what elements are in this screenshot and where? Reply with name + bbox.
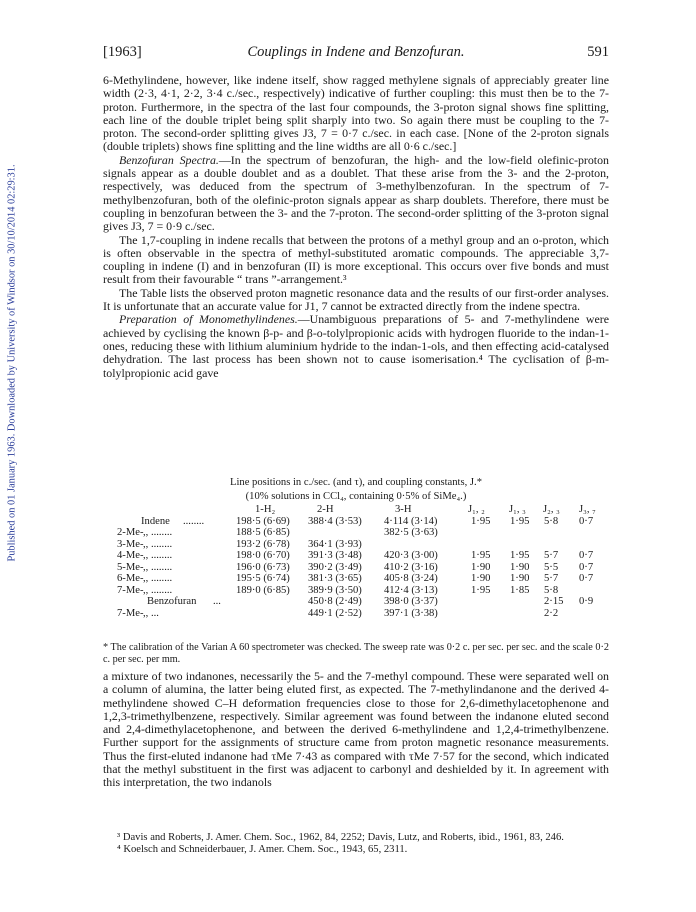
col-header-1h: 1-H₂ (255, 504, 276, 515)
cell-j13: 1·95 (510, 550, 530, 561)
cell-j23: 5·7 (544, 573, 559, 584)
cell-j13: 1·90 (510, 561, 530, 573)
section-heading-preparation: Preparation of Monomethylindenes. (119, 312, 298, 327)
row-leader-dots: ,, ........ (143, 527, 173, 538)
row-compound-name: 3-Me- (117, 538, 144, 550)
cell-j12: 1·90 (471, 561, 491, 573)
cell-j12: 1·90 (471, 573, 491, 584)
cell-h1: 196·0 (6·73) (236, 561, 290, 573)
row-leader-dots: ... (213, 596, 221, 607)
cell-h1: 193·2 (6·78) (236, 538, 290, 550)
header-title: Couplings in Indene and Benzofuran. (247, 44, 465, 60)
nmr-data-table (103, 476, 609, 619)
cell-j37: 0·7 (579, 515, 594, 527)
table-row (103, 516, 609, 528)
cell-h3: 4·114 (3·14) (384, 515, 438, 527)
paragraph-coupling: The 1,7-coupling in indene recalls that between the protons of a methyl group and an o-proton, which is often observable in the spectra of methyl-substituted aromatic compounds. The appreciable 3,7-coupling in indene (I) and in benzofuran (II) is more exceptional. This occurs over five bonds and must result from their favourable “ trans ”-arrangement.³ (103, 232, 609, 287)
row-compound-name: 5-Me- (117, 561, 144, 573)
row-compound-name: 4-Me- (117, 550, 144, 561)
row-compound-name: 7-Me- (117, 584, 144, 596)
table-row (103, 539, 609, 551)
cell-j12: 1·95 (471, 550, 491, 561)
cell-j13: 1·90 (510, 573, 530, 584)
body-text-top (103, 74, 609, 380)
table-row (103, 573, 609, 585)
cell-h3: 410·2 (3·16) (384, 561, 438, 573)
cell-h1: 198·0 (6·70) (236, 550, 290, 561)
table-row (103, 562, 609, 574)
row-leader-dots: ,, ........ (143, 561, 173, 573)
cell-h2: 390·2 (3·49) (308, 561, 362, 573)
table-subcaption: (10% solutions in CCl₄, containing 0·5% of SiMe₄.) (245, 491, 467, 502)
paragraph-preparation (103, 313, 609, 379)
page-number: 591 (587, 44, 609, 60)
cell-h1: 189·0 (6·85) (236, 584, 290, 596)
cell-h2: 449·1 (2·52) (308, 607, 362, 619)
table-row (103, 550, 609, 562)
row-leader-dots: ,, ........ (143, 584, 173, 596)
row-leader-dots: ,, ........ (143, 538, 173, 550)
table-caption: Line positions in c./sec. (and τ), and coupling constants, J.* (230, 477, 482, 488)
cell-h1: 195·5 (6·74) (236, 573, 290, 584)
table-body (103, 516, 609, 620)
table-row (103, 527, 609, 539)
row-compound-name: 7-Me- (117, 607, 144, 619)
cell-h1: 198·5 (6·69) (236, 515, 290, 527)
cell-h2: 450·8 (2·49) (308, 596, 362, 607)
table-row (103, 596, 609, 608)
cell-h2: 364·1 (3·93) (308, 538, 362, 550)
cell-j12: 1·95 (471, 515, 491, 527)
cell-h2: 381·3 (3·65) (308, 573, 362, 584)
row-compound-name: Indene (141, 515, 170, 527)
cell-h2: 389·9 (3·50) (308, 584, 362, 596)
watermark-text: Published on 01 January 1963. Downloaded by University of Windsor on 30/10/2014 02:29:31. (6, 164, 18, 562)
paragraph-indanones: a mixture of two indanones, necessarily the 5- and the 7-methyl compound. These were separated well on a column of alumina, the latter being eluted first, as expected. The 7-methylindanone and the derived 4-methylindene showed C–H deformation frequencies close to those for 2,6-dimethylacetophenone and 1,2,3-trimethylbenzene, respectively. Similar agreement was found between the indanone eluted second and 2,4-dimethylacetophenone, and between the derived 6-methylindene and 1,2,4-trimethylbenzene. Further support for the assignments of structure came from proton magnetic resonance measurements. Thus the first-eluted indanone had τMe 7·43 as compared with τMe 7·57 for the second, which indicated that the methyl substituent in the first was adjacent to carbonyl and deshielded by it. In agreement with this interpretation, the two indanols (103, 669, 609, 790)
cell-j37: 0·7 (579, 561, 594, 573)
col-header-j23: J₂, ₃ (543, 504, 560, 515)
cell-h3: 398·0 (3·37) (384, 596, 438, 607)
cell-j23: 5·8 (544, 584, 559, 596)
header-year: [1963] (103, 44, 142, 60)
row-leader-dots: ,, ........ (143, 573, 173, 584)
table-row (103, 585, 609, 597)
running-header (103, 44, 609, 62)
cell-j23: 2·2 (544, 607, 559, 619)
cell-h3: 382·5 (3·63) (384, 527, 438, 538)
col-header-j12: J₁, ₂ (468, 504, 485, 515)
cell-j37: 0·7 (579, 550, 594, 561)
cell-j23: 5·7 (544, 550, 559, 561)
cell-h2: 391·3 (3·48) (308, 550, 362, 561)
cell-j23: 5·8 (544, 515, 559, 527)
body-text-bottom (103, 670, 609, 790)
paragraph-benzofuran-text: —In the spectrum of benzofuran, the high- and the low-field olefinic-proton signals appear as a double doublet and as a doublet. That these arise from the 3- and the 2-proton, respectively, was deduced from the spectrum of 3-methylbenzofuran. In the spectrum of 7-methylbenzofuran, both of the olefinic-proton signals appear as sharp doublets. Therefore, there must be coupling in benzofuran between the 3- and the 7-proton. The second-order splitting of the 3-proton signal gives J3, 7 = 0·9 c./sec. (103, 152, 610, 234)
cell-h2: 388·4 (3·53) (308, 515, 362, 527)
row-leader-dots: ,, ........ (143, 550, 173, 561)
table-footnote: * The calibration of the Varian A 60 spectrometer was checked. The sweep rate was 0·2 c. per sec. per sec. and the scale 0·2 c. per sec. per mm. (103, 642, 609, 665)
section-heading-benzofuran: Benzofuran Spectra. (119, 152, 219, 167)
paragraph-preparation-text: —Unambiguous preparations of 5- and 7-methylindene were achieved by cyclising the known β-p- and β-o-tolylpropionic acids with hydrogen fluoride to the indan-1-ones, reducing these with lithium aluminium hydride to the indan-1-ols, and then effecting acid-catalysed dehydration. The last process has been shown not to cause isomerisation.⁴ The cyclisation of β-m-tolylpropionic acid gave (103, 312, 609, 380)
paragraph-benzofuran (103, 154, 609, 234)
cell-h3: 405·8 (3·24) (384, 573, 438, 584)
cell-h1: 188·5 (6·85) (236, 527, 290, 538)
cell-j13: 1·85 (510, 584, 530, 596)
row-leader-dots: ........ (183, 515, 205, 527)
row-compound-name: Benzofuran (147, 596, 197, 607)
table-header-row (103, 504, 609, 516)
row-compound-name: 2-Me- (117, 527, 144, 538)
cell-j37: 0·9 (579, 596, 594, 607)
download-watermark (6, 158, 18, 568)
footnote-4: ⁴ Koelsch and Schneiderbauer, J. Amer. Chem. Soc., 1943, 65, 2311. (117, 844, 408, 856)
footnotes (103, 832, 609, 856)
cell-j37: 0·7 (579, 573, 594, 584)
row-compound-name: 6-Me- (117, 573, 144, 584)
paragraph-table-intro: The Table lists the observed proton magnetic resonance data and the results of our first-order analyses. It is unfortunate that an accurate value for J1, 7 cannot be extracted directly from the indene spectra. (103, 285, 609, 314)
col-header-j13: J₁, ₃ (509, 504, 526, 515)
cell-j13: 1·95 (510, 515, 530, 527)
cell-j23: 5·5 (544, 561, 559, 573)
col-header-3h: 3-H (395, 504, 412, 515)
table-row (103, 608, 609, 620)
row-leader-dots: ,, ... (143, 607, 159, 619)
col-header-j37: J₃, ₇ (579, 504, 596, 515)
cell-j23: 2·15 (544, 596, 564, 607)
cell-j12: 1·95 (471, 584, 491, 596)
col-header-2h: 2-H (317, 504, 334, 515)
cell-h3: 397·1 (3·38) (384, 607, 438, 619)
cell-h3: 420·3 (3·00) (384, 550, 438, 561)
cell-h3: 412·4 (3·13) (384, 584, 438, 596)
footnote-3: ³ Davis and Roberts, J. Amer. Chem. Soc., 1962, 84, 2252; Davis, Lutz, and Roberts, ibid., 1961, 83, 246. (117, 832, 564, 843)
paragraph-methylindene: 6-Methylindene, however, like indene itself, show ragged methylene signals of appreciably greater line width (2·3, 4·1, 2·2, 3·4 c./sec., respectively) indicative of further coupling: this must then be to the 7-proton. Furthermore, in the spectra of the last four compounds, the 3-proton signal shows fine splitting, each line of the double triplet being split sharply into two. So again there must be coupling to the 7-proton. The second-order splitting gives J3, 7 = 0·7 c./sec. in each case. [None of the 2-proton signals (double triplets) shows fine splitting and the line widths are all 0·6 c./sec.] (103, 73, 609, 154)
